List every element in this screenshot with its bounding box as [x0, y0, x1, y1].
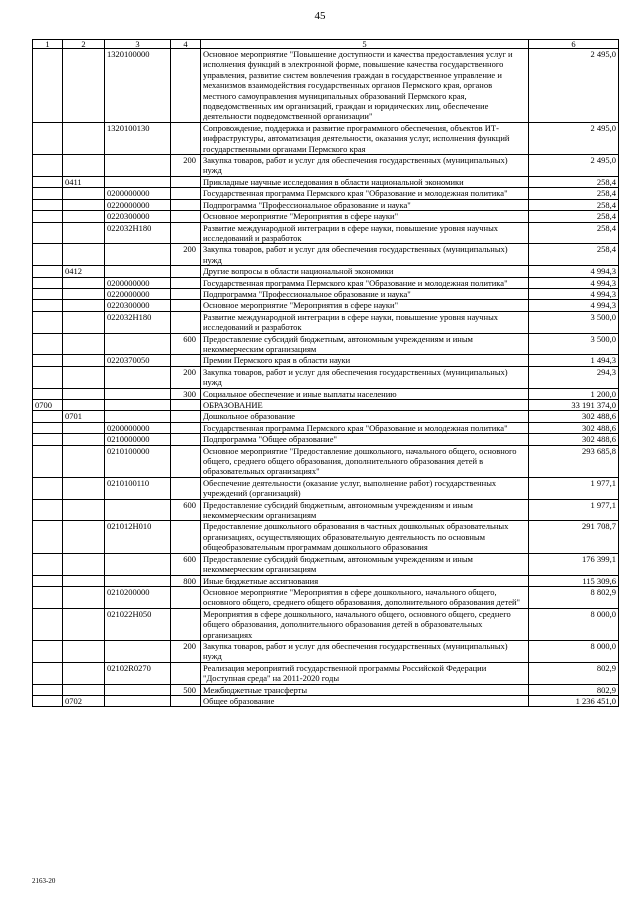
section-code — [33, 277, 63, 288]
amount: 302 488,6 — [529, 422, 619, 433]
subsection-code — [63, 300, 105, 311]
item-name: Предоставление дошкольного образования в частных дошкольных образовательных организациях, осуществляющих образовательную деятельность по основным общеобразовательным программам дошкольного образования — [201, 521, 529, 553]
subsection-code — [63, 366, 105, 388]
item-name: Государственная программа Пермского края "Образование и молодежная политика" — [201, 188, 529, 199]
expense-type-code: 500 — [171, 684, 201, 695]
subsection-code — [63, 575, 105, 586]
item-name: Развитие международной интеграции в сфере науки, повышение уровня научных исследований и разработок — [201, 311, 529, 333]
table-row — [33, 695, 619, 706]
table-row — [33, 122, 619, 154]
target-article-code — [105, 155, 171, 177]
table-row — [33, 477, 619, 499]
section-code — [33, 553, 63, 575]
target-article-code — [105, 366, 171, 388]
target-article-code — [105, 499, 171, 521]
subsection-code: 0411 — [63, 176, 105, 187]
amount: 2 495,0 — [529, 155, 619, 177]
table-row — [33, 49, 619, 123]
target-article-code — [105, 695, 171, 706]
subsection-code — [63, 586, 105, 608]
subsection-code — [63, 422, 105, 433]
amount: 1 494,3 — [529, 355, 619, 366]
expense-type-code — [171, 434, 201, 445]
item-name: Закупка товаров, работ и услуг для обеспечения государственных (муниципальных) нужд — [201, 640, 529, 662]
section-code — [33, 300, 63, 311]
section-code — [33, 122, 63, 154]
table-row — [33, 188, 619, 199]
section-code — [33, 176, 63, 187]
item-name: Другие вопросы в области национальной экономики — [201, 266, 529, 277]
amount: 302 488,6 — [529, 434, 619, 445]
amount: 1 200,0 — [529, 388, 619, 399]
amount: 3 500,0 — [529, 333, 619, 355]
expense-type-code: 200 — [171, 366, 201, 388]
amount: 258,4 — [529, 188, 619, 199]
expense-type-code: 200 — [171, 244, 201, 266]
target-article-code: 022032Н180 — [105, 222, 171, 244]
target-article-code: 0210200000 — [105, 586, 171, 608]
subsection-code — [63, 199, 105, 210]
item-name: Подпрограмма "Общее образование" — [201, 434, 529, 445]
table-row — [33, 553, 619, 575]
subsection-code — [63, 288, 105, 299]
subsection-code: 0702 — [63, 695, 105, 706]
subsection-code — [63, 400, 105, 411]
target-article-code: 1320100130 — [105, 122, 171, 154]
target-article-code: 0220370050 — [105, 355, 171, 366]
amount: 4 994,3 — [529, 277, 619, 288]
target-article-code: 0220300000 — [105, 211, 171, 222]
target-article-code — [105, 640, 171, 662]
expense-type-code: 300 — [171, 388, 201, 399]
item-name: Иные бюджетные ассигнования — [201, 575, 529, 586]
expense-type-code — [171, 586, 201, 608]
expense-type-code — [171, 211, 201, 222]
expense-type-code: 600 — [171, 499, 201, 521]
amount: 258,4 — [529, 199, 619, 210]
subsection-code — [63, 553, 105, 575]
section-code — [33, 211, 63, 222]
subsection-code — [63, 244, 105, 266]
amount: 802,9 — [529, 662, 619, 684]
table-row — [33, 400, 619, 411]
section-code — [33, 477, 63, 499]
section-code — [33, 288, 63, 299]
expense-type-code — [171, 422, 201, 433]
item-name: Дошкольное образование — [201, 411, 529, 422]
table-row — [33, 155, 619, 177]
section-code — [33, 388, 63, 399]
section-code — [33, 684, 63, 695]
table-row — [33, 434, 619, 445]
target-article-code — [105, 266, 171, 277]
target-article-code: 0210000000 — [105, 434, 171, 445]
expense-type-code — [171, 411, 201, 422]
amount: 4 994,3 — [529, 266, 619, 277]
subsection-code — [63, 211, 105, 222]
subsection-code — [63, 388, 105, 399]
header-row — [33, 40, 619, 49]
target-article-code: 02102R0270 — [105, 662, 171, 684]
item-name: Государственная программа Пермского края "Образование и молодежная политика" — [201, 277, 529, 288]
target-article-code — [105, 244, 171, 266]
expense-type-code — [171, 300, 201, 311]
expense-type-code — [171, 266, 201, 277]
expense-type-code — [171, 521, 201, 553]
expense-type-code — [171, 477, 201, 499]
item-name: Реализация мероприятий государственной программы Российской Федерации "Доступная среда" на 2011-2020 годы — [201, 662, 529, 684]
table-row — [33, 266, 619, 277]
subsection-code — [63, 311, 105, 333]
amount: 2 495,0 — [529, 122, 619, 154]
amount: 258,4 — [529, 211, 619, 222]
subsection-code — [63, 434, 105, 445]
section-code — [33, 662, 63, 684]
target-article-code — [105, 684, 171, 695]
expense-type-code — [171, 199, 201, 210]
expense-type-code — [171, 49, 201, 123]
subsection-code — [63, 122, 105, 154]
target-article-code — [105, 553, 171, 575]
table-row — [33, 608, 619, 640]
item-name: Прикладные научные исследования в области национальной экономики — [201, 176, 529, 187]
target-article-code — [105, 388, 171, 399]
table-row — [33, 422, 619, 433]
header-col-1: 1 — [33, 40, 63, 49]
subsection-code — [63, 499, 105, 521]
subsection-code — [63, 640, 105, 662]
subsection-code — [63, 333, 105, 355]
subsection-code: 0412 — [63, 266, 105, 277]
subsection-code — [63, 277, 105, 288]
expense-type-code — [171, 277, 201, 288]
item-name: Предоставление субсидий бюджетным, автономным учреждениям и иным некоммерческим организациям — [201, 553, 529, 575]
page-number: 45 — [314, 10, 326, 22]
section-code — [33, 199, 63, 210]
expense-type-code — [171, 222, 201, 244]
target-article-code — [105, 575, 171, 586]
expense-type-code — [171, 355, 201, 366]
subsection-code — [63, 49, 105, 123]
subsection-code — [63, 477, 105, 499]
table-row — [33, 176, 619, 187]
amount: 8 802,9 — [529, 586, 619, 608]
table-row — [33, 388, 619, 399]
target-article-code: 021012Н010 — [105, 521, 171, 553]
target-article-code: 0210100110 — [105, 477, 171, 499]
amount: 115 309,6 — [529, 575, 619, 586]
subsection-code — [63, 222, 105, 244]
amount: 258,4 — [529, 222, 619, 244]
target-article-code: 021022Н050 — [105, 608, 171, 640]
item-name: Мероприятия в сфере дошкольного, начального общего, основного общего, среднего общего образования, дополнительного образования детей в образовательных организациях — [201, 608, 529, 640]
section-code — [33, 266, 63, 277]
target-article-code — [105, 411, 171, 422]
table-row — [33, 640, 619, 662]
header-col-6: 6 — [529, 40, 619, 49]
section-code — [33, 434, 63, 445]
amount: 33 191 374,0 — [529, 400, 619, 411]
amount: 4 994,3 — [529, 300, 619, 311]
item-name: ОБРАЗОВАНИЕ — [201, 400, 529, 411]
item-name: Обеспечение деятельности (оказание услуг, выполнение работ) государственных учреждений (организаций) — [201, 477, 529, 499]
section-code — [33, 575, 63, 586]
subsection-code — [63, 521, 105, 553]
amount: 8 000,0 — [529, 640, 619, 662]
table-row — [33, 366, 619, 388]
item-name: Развитие международной интеграции в сфере науки, повышение уровня научных исследований и разработок — [201, 222, 529, 244]
item-name: Закупка товаров, работ и услуг для обеспечения государственных (муниципальных) нужд — [201, 366, 529, 388]
amount: 176 399,1 — [529, 553, 619, 575]
target-article-code: 0200000000 — [105, 422, 171, 433]
target-article-code: 1320100000 — [105, 49, 171, 123]
item-name: Основное мероприятие "Мероприятия в сфере науки" — [201, 300, 529, 311]
section-code — [33, 49, 63, 123]
table-row — [33, 333, 619, 355]
expense-type-code: 200 — [171, 155, 201, 177]
target-article-code: 0220000000 — [105, 199, 171, 210]
expense-type-code: 800 — [171, 575, 201, 586]
table-row — [33, 684, 619, 695]
table-row — [33, 277, 619, 288]
subsection-code — [63, 662, 105, 684]
subsection-code: 0701 — [63, 411, 105, 422]
expense-type-code — [171, 695, 201, 706]
subsection-code — [63, 155, 105, 177]
amount: 1 236 451,0 — [529, 695, 619, 706]
table-row — [33, 445, 619, 477]
target-article-code: 0200000000 — [105, 188, 171, 199]
table-row — [33, 288, 619, 299]
item-name: Подпрограмма "Профессиональное образование и наука" — [201, 199, 529, 210]
item-name: Основное мероприятие "Мероприятия в сфере науки" — [201, 211, 529, 222]
footer-code: 2163-20 — [32, 877, 56, 885]
expense-type-code: 600 — [171, 553, 201, 575]
item-name: Основное мероприятие "Мероприятия в сфере дошкольного, начального общего, основного общего, среднего общего образования, дополнительного образования детей" — [201, 586, 529, 608]
header-col-3: 3 — [105, 40, 171, 49]
expense-type-code — [171, 445, 201, 477]
budget-table — [32, 39, 619, 707]
table-row — [33, 586, 619, 608]
section-code — [33, 188, 63, 199]
table-row — [33, 300, 619, 311]
amount: 302 488,6 — [529, 411, 619, 422]
item-name: Предоставление субсидий бюджетным, автономным учреждениям и иным некоммерческим организациям — [201, 499, 529, 521]
item-name: Закупка товаров, работ и услуг для обеспечения государственных (муниципальных) нужд — [201, 155, 529, 177]
item-name: Премии Пермского края в области науки — [201, 355, 529, 366]
section-code — [33, 366, 63, 388]
expense-type-code: 600 — [171, 333, 201, 355]
section-code — [33, 411, 63, 422]
section-code — [33, 222, 63, 244]
amount: 3 500,0 — [529, 311, 619, 333]
section-code — [33, 155, 63, 177]
subsection-code — [63, 355, 105, 366]
subsection-code — [63, 445, 105, 477]
target-article-code: 0210100000 — [105, 445, 171, 477]
table-row — [33, 311, 619, 333]
section-code — [33, 355, 63, 366]
item-name: Общее образование — [201, 695, 529, 706]
target-article-code: 0220000000 — [105, 288, 171, 299]
header-col-5: 5 — [201, 40, 529, 49]
amount: 258,4 — [529, 176, 619, 187]
item-name: Государственная программа Пермского края "Образование и молодежная политика" — [201, 422, 529, 433]
target-article-code: 0220300000 — [105, 300, 171, 311]
table-row — [33, 244, 619, 266]
section-code — [33, 422, 63, 433]
expense-type-code — [171, 400, 201, 411]
table-header — [33, 40, 619, 49]
target-article-code: 022032Н180 — [105, 311, 171, 333]
item-name: Закупка товаров, работ и услуг для обеспечения государственных (муниципальных) нужд — [201, 244, 529, 266]
section-code — [33, 521, 63, 553]
table-row — [33, 211, 619, 222]
item-name: Межбюджетные трансферты — [201, 684, 529, 695]
section-code — [33, 640, 63, 662]
expense-type-code — [171, 188, 201, 199]
section-code — [33, 695, 63, 706]
item-name: Предоставление субсидий бюджетным, автономным учреждениям и иным некоммерческим организациям — [201, 333, 529, 355]
item-name: Сопровождение, поддержка и развитие программного обеспечения, объектов ИТ-инфраструктуры, автоматизация деятельности, оказания услуг, исполнения функций государственными органами Пермского края — [201, 122, 529, 154]
section-code: 0700 — [33, 400, 63, 411]
expense-type-code — [171, 311, 201, 333]
table-row — [33, 222, 619, 244]
expense-type-code — [171, 662, 201, 684]
section-code — [33, 244, 63, 266]
section-code — [33, 608, 63, 640]
table-row — [33, 662, 619, 684]
amount: 294,3 — [529, 366, 619, 388]
amount: 1 977,1 — [529, 477, 619, 499]
expense-type-code — [171, 176, 201, 187]
section-code — [33, 499, 63, 521]
table-row — [33, 499, 619, 521]
section-code — [33, 445, 63, 477]
expense-type-code: 200 — [171, 640, 201, 662]
amount: 258,4 — [529, 244, 619, 266]
amount: 8 000,0 — [529, 608, 619, 640]
header-col-4: 4 — [171, 40, 201, 49]
expense-type-code — [171, 288, 201, 299]
table-row — [33, 575, 619, 586]
target-article-code: 0200000000 — [105, 277, 171, 288]
expense-type-code — [171, 608, 201, 640]
item-name: Основное мероприятие "Предоставление дошкольного, начального общего, основного общего, среднего общего образования, дополнительного образования детей в образовательных организациях" — [201, 445, 529, 477]
item-name: Основное мероприятие "Повышение доступности и качества предоставления услуг и исполнения функций в электронной форме, повышение качества государственного управления, развитие систем вовлечения граждан в государственное управление и механизмов взаимодействия государственных органов Пермского края, органов местного самоуправления муниципальных образований Пермского края, подведомственных им организаций, граждан и юридических лиц, обеспечение деятельности подведомственной организации" — [201, 49, 529, 123]
table-row — [33, 521, 619, 553]
amount: 802,9 — [529, 684, 619, 695]
target-article-code — [105, 400, 171, 411]
item-name: Социальное обеспечение и иные выплаты населению — [201, 388, 529, 399]
amount: 4 994,3 — [529, 288, 619, 299]
target-article-code — [105, 333, 171, 355]
target-article-code — [105, 176, 171, 187]
section-code — [33, 311, 63, 333]
subsection-code — [63, 684, 105, 695]
table-row — [33, 355, 619, 366]
section-code — [33, 586, 63, 608]
amount: 1 977,1 — [529, 499, 619, 521]
item-name: Подпрограмма "Профессиональное образование и наука" — [201, 288, 529, 299]
subsection-code — [63, 608, 105, 640]
header-col-2: 2 — [63, 40, 105, 49]
section-code — [33, 333, 63, 355]
amount: 2 495,0 — [529, 49, 619, 123]
table-row — [33, 411, 619, 422]
expense-type-code — [171, 122, 201, 154]
subsection-code — [63, 188, 105, 199]
table-body — [33, 49, 619, 707]
amount: 291 708,7 — [529, 521, 619, 553]
table-row — [33, 199, 619, 210]
amount: 293 685,8 — [529, 445, 619, 477]
